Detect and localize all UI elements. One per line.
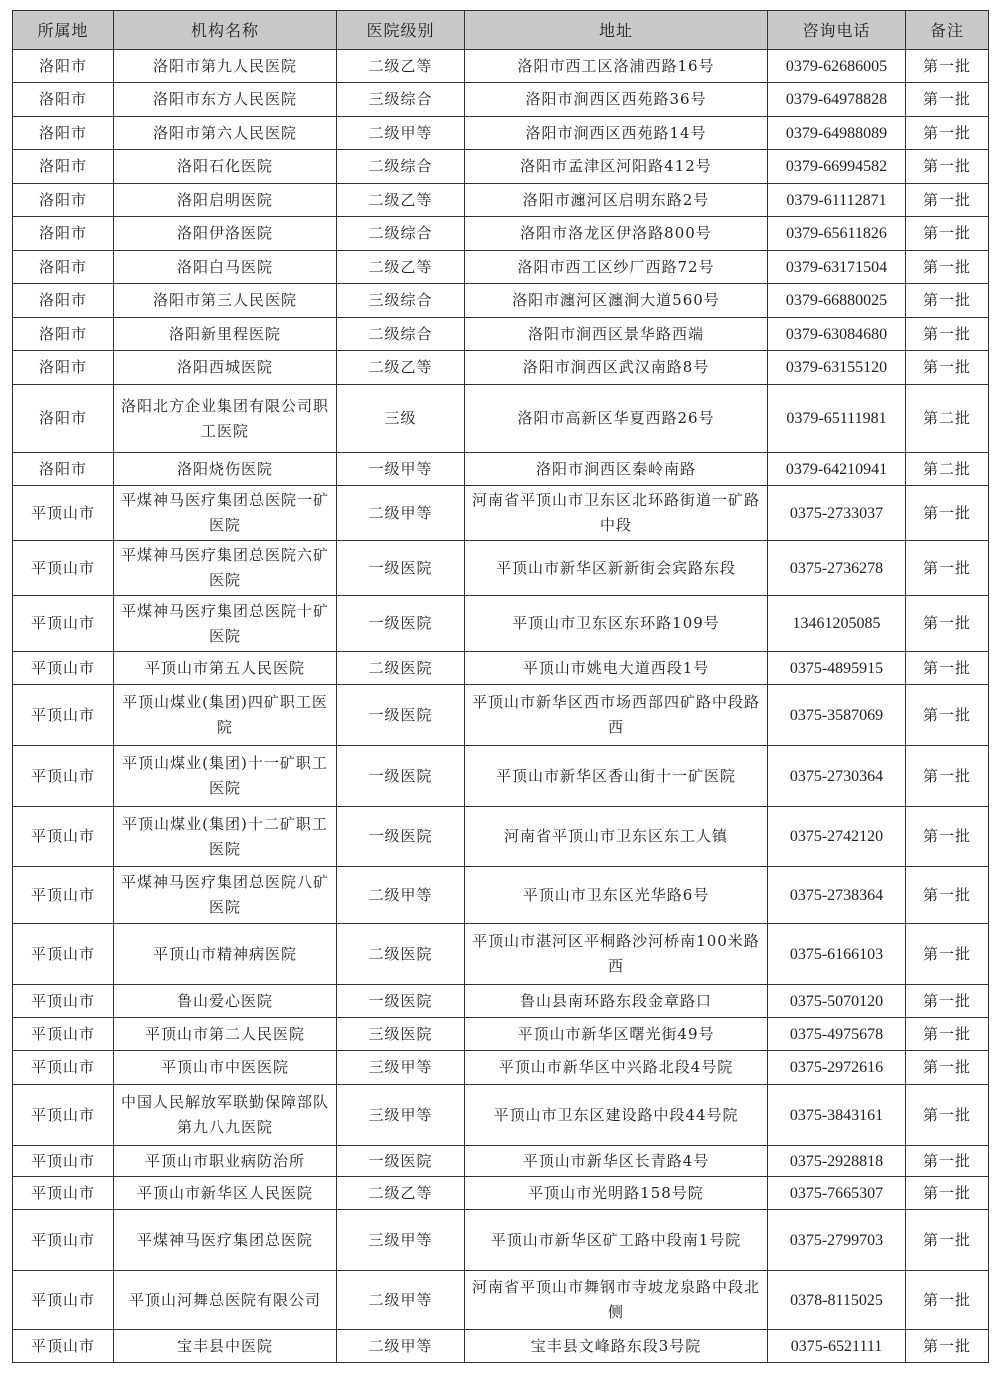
cell-address: 平顶山市新华区曙光街49号 xyxy=(465,1018,768,1051)
cell-note: 第一批 xyxy=(906,924,989,985)
cell-address: 宝丰县文峰路东段3号院 xyxy=(465,1330,768,1363)
cell-address: 洛阳市高新区华夏西路26号 xyxy=(465,385,768,453)
cell-name: 鲁山爱心医院 xyxy=(114,985,337,1018)
cell-note: 第一批 xyxy=(906,1330,989,1363)
cell-level: 二级甲等 xyxy=(337,1330,465,1363)
table-row xyxy=(13,746,989,807)
cell-region: 平顶山市 xyxy=(13,807,114,867)
table-row xyxy=(13,1271,989,1330)
header-name: 机构名称 xyxy=(114,11,337,50)
table-row xyxy=(13,150,989,184)
cell-note: 第一批 xyxy=(906,351,989,385)
cell-name: 洛阳西城医院 xyxy=(114,351,337,385)
table-row xyxy=(13,83,989,117)
cell-region: 平顶山市 xyxy=(13,985,114,1018)
table-row xyxy=(13,385,989,453)
cell-level: 二级综合 xyxy=(337,318,465,351)
cell-address: 平顶山市姚电大道西段1号 xyxy=(465,652,768,685)
cell-phone: 0375-2730364 xyxy=(768,746,906,807)
cell-address: 平顶山市新华区矿工路中段南1号院 xyxy=(465,1210,768,1271)
cell-address: 洛阳市孟津区河阳路412号 xyxy=(465,150,768,184)
cell-note: 第一批 xyxy=(906,1051,989,1085)
cell-note: 第一批 xyxy=(906,685,989,746)
cell-note: 第一批 xyxy=(906,1271,989,1330)
cell-level: 三级综合 xyxy=(337,83,465,117)
table-row xyxy=(13,867,989,924)
cell-phone: 0378-8115025 xyxy=(768,1271,906,1330)
cell-level: 二级乙等 xyxy=(337,351,465,385)
header-region: 所属地 xyxy=(13,11,114,50)
cell-level: 一级医院 xyxy=(337,685,465,746)
cell-phone: 0375-2736278 xyxy=(768,541,906,596)
table-row xyxy=(13,685,989,746)
header-address: 地址 xyxy=(465,11,768,50)
table-row xyxy=(13,1085,989,1146)
cell-address: 平顶山市湛河区平桐路沙河桥南100米路西 xyxy=(465,924,768,985)
cell-level: 一级医院 xyxy=(337,596,465,652)
cell-address: 洛阳市涧西区武汉南路8号 xyxy=(465,351,768,385)
cell-note: 第一批 xyxy=(906,1085,989,1146)
cell-name: 平煤神马医疗集团总医院八矿医院 xyxy=(114,867,337,924)
cell-phone: 0379-65611826 xyxy=(768,217,906,251)
cell-address: 洛阳市涧西区西苑路14号 xyxy=(465,117,768,150)
table-row xyxy=(13,652,989,685)
cell-level: 二级甲等 xyxy=(337,867,465,924)
cell-phone: 0375-6166103 xyxy=(768,924,906,985)
cell-note: 第一批 xyxy=(906,150,989,184)
table-row xyxy=(13,351,989,385)
table-row xyxy=(13,251,989,284)
cell-note: 第一批 xyxy=(906,217,989,251)
cell-name: 洛阳白马医院 xyxy=(114,251,337,284)
cell-phone: 0375-2928818 xyxy=(768,1146,906,1177)
cell-level: 二级乙等 xyxy=(337,50,465,83)
cell-region: 平顶山市 xyxy=(13,596,114,652)
cell-address: 洛阳市西工区洛浦西路16号 xyxy=(465,50,768,83)
cell-note: 第一批 xyxy=(906,117,989,150)
cell-note: 第二批 xyxy=(906,453,989,486)
cell-phone: 0375-6521111 xyxy=(768,1330,906,1363)
cell-name: 中国人民解放军联勤保障部队第九八九医院 xyxy=(114,1085,337,1146)
cell-name: 洛阳北方企业集团有限公司职工医院 xyxy=(114,385,337,453)
cell-address: 河南省平顶山市舞钢市寺坡龙泉路中段北侧 xyxy=(465,1271,768,1330)
table-row xyxy=(13,50,989,83)
cell-note: 第一批 xyxy=(906,1210,989,1271)
cell-phone: 0375-4975678 xyxy=(768,1018,906,1051)
cell-phone: 0379-61112871 xyxy=(768,184,906,217)
cell-level: 三级 xyxy=(337,385,465,453)
cell-address: 洛阳市瀍河区瀍涧大道560号 xyxy=(465,284,768,318)
cell-region: 平顶山市 xyxy=(13,652,114,685)
cell-region: 洛阳市 xyxy=(13,385,114,453)
cell-region: 平顶山市 xyxy=(13,867,114,924)
cell-phone: 0379-64210941 xyxy=(768,453,906,486)
cell-address: 洛阳市涧西区秦岭南路 xyxy=(465,453,768,486)
cell-phone: 0379-63171504 xyxy=(768,251,906,284)
cell-address: 平顶山市卫东区光华路6号 xyxy=(465,867,768,924)
cell-region: 平顶山市 xyxy=(13,1051,114,1085)
cell-level: 三级甲等 xyxy=(337,1051,465,1085)
cell-phone: 0379-66880025 xyxy=(768,284,906,318)
cell-phone: 0375-2733037 xyxy=(768,486,906,541)
cell-name: 平顶山市职业病防治所 xyxy=(114,1146,337,1177)
cell-name: 洛阳市第九人民医院 xyxy=(114,50,337,83)
table-row xyxy=(13,1146,989,1177)
cell-address: 平顶山市卫东区东环路109号 xyxy=(465,596,768,652)
cell-level: 二级综合 xyxy=(337,150,465,184)
cell-address: 洛阳市西工区纱厂西路72号 xyxy=(465,251,768,284)
cell-address: 洛阳市洛龙区伊洛路800号 xyxy=(465,217,768,251)
cell-region: 洛阳市 xyxy=(13,453,114,486)
cell-name: 平顶山市第五人民医院 xyxy=(114,652,337,685)
cell-note: 第一批 xyxy=(906,184,989,217)
cell-phone: 0379-62686005 xyxy=(768,50,906,83)
cell-region: 平顶山市 xyxy=(13,1146,114,1177)
cell-region: 洛阳市 xyxy=(13,83,114,117)
cell-name: 洛阳市第六人民医院 xyxy=(114,117,337,150)
cell-level: 二级乙等 xyxy=(337,1177,465,1210)
cell-level: 二级甲等 xyxy=(337,1271,465,1330)
cell-name: 平顶山煤业(集团)十一矿职工医院 xyxy=(114,746,337,807)
cell-phone: 0379-64988089 xyxy=(768,117,906,150)
cell-address: 河南省平顶山市卫东区东工人镇 xyxy=(465,807,768,867)
cell-level: 二级乙等 xyxy=(337,184,465,217)
cell-phone: 0375-2738364 xyxy=(768,867,906,924)
cell-address: 平顶山市新华区新新街会宾路东段 xyxy=(465,541,768,596)
table-row xyxy=(13,807,989,867)
cell-level: 二级医院 xyxy=(337,652,465,685)
cell-level: 二级综合 xyxy=(337,217,465,251)
cell-address: 鲁山县南环路东段金章路口 xyxy=(465,985,768,1018)
cell-phone: 0375-2799703 xyxy=(768,1210,906,1271)
cell-region: 平顶山市 xyxy=(13,1177,114,1210)
cell-phone: 0375-5070120 xyxy=(768,985,906,1018)
cell-address: 平顶山市光明路158号院 xyxy=(465,1177,768,1210)
cell-name: 平煤神马医疗集团总医院十矿医院 xyxy=(114,596,337,652)
cell-region: 平顶山市 xyxy=(13,541,114,596)
cell-level: 一级医院 xyxy=(337,746,465,807)
cell-name: 平顶山河舞总医院有限公司 xyxy=(114,1271,337,1330)
cell-level: 一级甲等 xyxy=(337,453,465,486)
cell-region: 平顶山市 xyxy=(13,486,114,541)
cell-region: 洛阳市 xyxy=(13,284,114,318)
cell-note: 第一批 xyxy=(906,1177,989,1210)
cell-name: 平煤神马医疗集团总医院一矿医院 xyxy=(114,486,337,541)
table-row xyxy=(13,541,989,596)
cell-note: 第二批 xyxy=(906,385,989,453)
cell-note: 第一批 xyxy=(906,50,989,83)
header-level: 医院级别 xyxy=(337,11,465,50)
cell-name: 平顶山市中医医院 xyxy=(114,1051,337,1085)
cell-level: 一级医院 xyxy=(337,541,465,596)
table-row xyxy=(13,486,989,541)
cell-phone: 0375-3587069 xyxy=(768,685,906,746)
cell-name: 平顶山市新华区人民医院 xyxy=(114,1177,337,1210)
table-row xyxy=(13,284,989,318)
table-row xyxy=(13,596,989,652)
cell-phone: 0379-63084680 xyxy=(768,318,906,351)
cell-address: 平顶山市新华区西市场西部四矿路中段路西 xyxy=(465,685,768,746)
cell-region: 洛阳市 xyxy=(13,117,114,150)
cell-note: 第一批 xyxy=(906,541,989,596)
cell-name: 平煤神马医疗集团总医院六矿医院 xyxy=(114,541,337,596)
cell-phone: 0375-2742120 xyxy=(768,807,906,867)
table-row xyxy=(13,184,989,217)
cell-address: 平顶山市新华区香山街十一矿医院 xyxy=(465,746,768,807)
cell-note: 第一批 xyxy=(906,318,989,351)
cell-phone: 13461205085 xyxy=(768,596,906,652)
cell-level: 三级医院 xyxy=(337,1018,465,1051)
cell-note: 第一批 xyxy=(906,486,989,541)
cell-name: 洛阳市东方人民医院 xyxy=(114,83,337,117)
cell-address: 洛阳市瀍河区启明东路2号 xyxy=(465,184,768,217)
cell-level: 三级甲等 xyxy=(337,1085,465,1146)
cell-phone: 0375-4895915 xyxy=(768,652,906,685)
cell-address: 平顶山市卫东区建设路中段44号院 xyxy=(465,1085,768,1146)
cell-name: 洛阳石化医院 xyxy=(114,150,337,184)
cell-region: 洛阳市 xyxy=(13,184,114,217)
cell-name: 洛阳启明医院 xyxy=(114,184,337,217)
table-row xyxy=(13,453,989,486)
cell-region: 洛阳市 xyxy=(13,318,114,351)
header-phone: 咨询电话 xyxy=(768,11,906,50)
cell-address: 平顶山市新华区长青路4号 xyxy=(465,1146,768,1177)
cell-note: 第一批 xyxy=(906,652,989,685)
cell-note: 第一批 xyxy=(906,284,989,318)
cell-name: 平煤神马医疗集团总医院 xyxy=(114,1210,337,1271)
cell-region: 平顶山市 xyxy=(13,1330,114,1363)
cell-region: 洛阳市 xyxy=(13,251,114,284)
cell-address: 洛阳市涧西区西苑路36号 xyxy=(465,83,768,117)
table-header xyxy=(13,11,989,50)
table-row xyxy=(13,1330,989,1363)
cell-phone: 0379-64978828 xyxy=(768,83,906,117)
cell-region: 洛阳市 xyxy=(13,217,114,251)
cell-note: 第一批 xyxy=(906,1146,989,1177)
table-row xyxy=(13,117,989,150)
cell-note: 第一批 xyxy=(906,746,989,807)
cell-address: 平顶山市新华区中兴路北段4号院 xyxy=(465,1051,768,1085)
table-row xyxy=(13,1210,989,1271)
cell-name: 平顶山煤业(集团)十二矿职工医院 xyxy=(114,807,337,867)
cell-phone: 0379-63155120 xyxy=(768,351,906,385)
cell-address: 河南省平顶山市卫东区北环路街道一矿路中段 xyxy=(465,486,768,541)
cell-level: 二级乙等 xyxy=(337,251,465,284)
cell-name: 洛阳伊洛医院 xyxy=(114,217,337,251)
cell-phone: 0375-2972616 xyxy=(768,1051,906,1085)
table-row xyxy=(13,217,989,251)
table-row xyxy=(13,985,989,1018)
cell-name: 洛阳市第三人民医院 xyxy=(114,284,337,318)
cell-region: 平顶山市 xyxy=(13,685,114,746)
cell-level: 一级医院 xyxy=(337,1146,465,1177)
cell-name: 平顶山煤业(集团)四矿职工医院 xyxy=(114,685,337,746)
table-row xyxy=(13,1018,989,1051)
cell-name: 洛阳新里程医院 xyxy=(114,318,337,351)
cell-note: 第一批 xyxy=(906,251,989,284)
cell-region: 平顶山市 xyxy=(13,924,114,985)
cell-level: 二级甲等 xyxy=(337,486,465,541)
cell-phone: 0379-65111981 xyxy=(768,385,906,453)
cell-name: 平顶山市第二人民医院 xyxy=(114,1018,337,1051)
cell-region: 洛阳市 xyxy=(13,150,114,184)
cell-phone: 0375-7665307 xyxy=(768,1177,906,1210)
cell-level: 二级医院 xyxy=(337,924,465,985)
cell-region: 洛阳市 xyxy=(13,351,114,385)
cell-level: 三级甲等 xyxy=(337,1210,465,1271)
cell-region: 平顶山市 xyxy=(13,1085,114,1146)
cell-region: 平顶山市 xyxy=(13,1210,114,1271)
table-body xyxy=(13,50,989,1363)
cell-note: 第一批 xyxy=(906,596,989,652)
cell-region: 平顶山市 xyxy=(13,1271,114,1330)
table-row xyxy=(13,1051,989,1085)
cell-level: 二级甲等 xyxy=(337,117,465,150)
cell-name: 洛阳烧伤医院 xyxy=(114,453,337,486)
cell-level: 一级医院 xyxy=(337,807,465,867)
cell-note: 第一批 xyxy=(906,83,989,117)
cell-level: 一级医院 xyxy=(337,985,465,1018)
cell-region: 平顶山市 xyxy=(13,746,114,807)
cell-phone: 0375-3843161 xyxy=(768,1085,906,1146)
cell-note: 第一批 xyxy=(906,985,989,1018)
table-row xyxy=(13,318,989,351)
header-row xyxy=(13,11,989,50)
table-row xyxy=(13,1177,989,1210)
hospital-list-table xyxy=(12,10,989,1363)
cell-name: 宝丰县中医院 xyxy=(114,1330,337,1363)
cell-note: 第一批 xyxy=(906,867,989,924)
cell-address: 洛阳市涧西区景华路西端 xyxy=(465,318,768,351)
cell-region: 洛阳市 xyxy=(13,50,114,83)
cell-region: 平顶山市 xyxy=(13,1018,114,1051)
cell-level: 三级综合 xyxy=(337,284,465,318)
table-row xyxy=(13,924,989,985)
cell-name: 平顶山市精神病医院 xyxy=(114,924,337,985)
header-note: 备注 xyxy=(906,11,989,50)
cell-note: 第一批 xyxy=(906,807,989,867)
cell-phone: 0379-66994582 xyxy=(768,150,906,184)
cell-note: 第一批 xyxy=(906,1018,989,1051)
